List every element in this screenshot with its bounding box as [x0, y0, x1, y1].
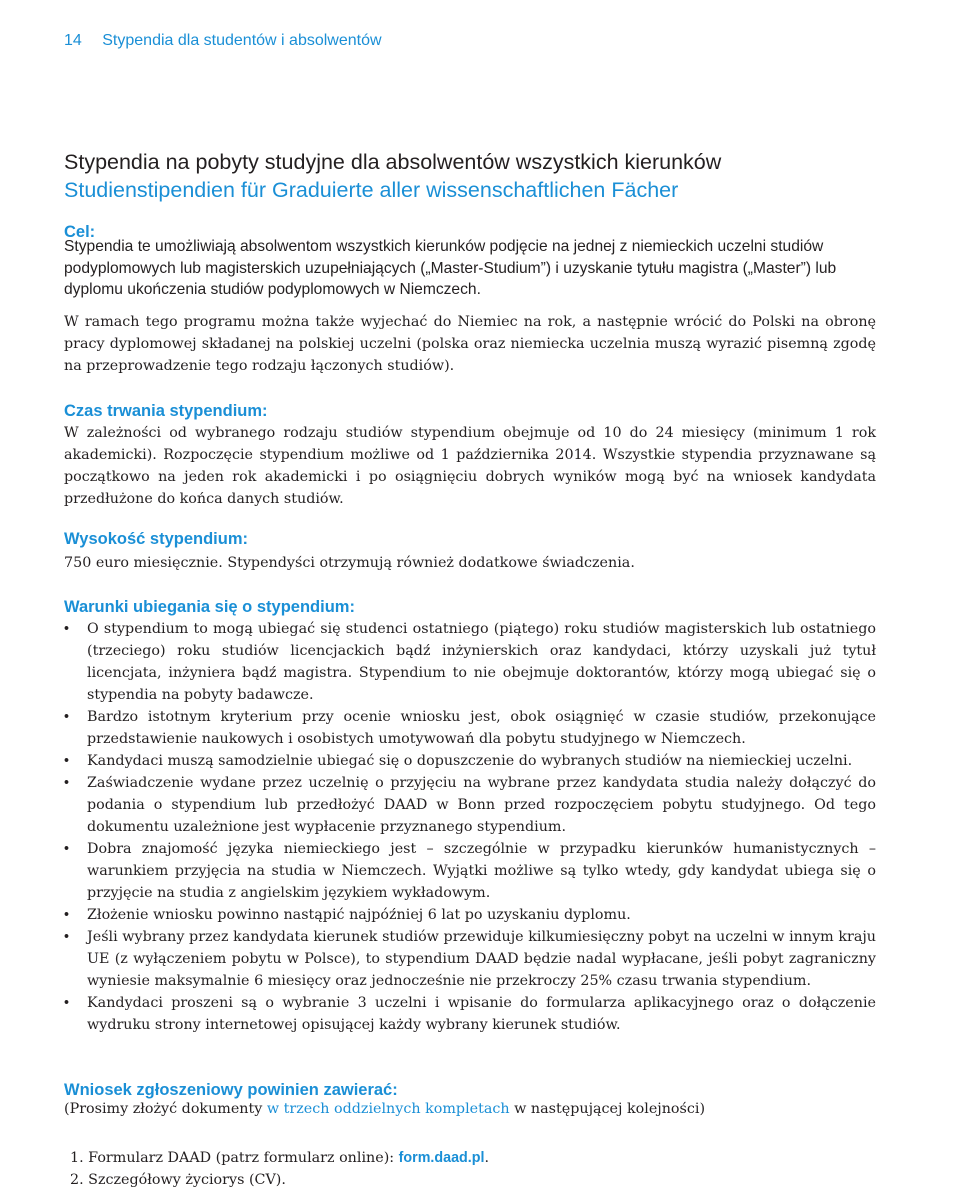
- title-block: [64, 148, 721, 204]
- page-title-polish: Stypendia na pobyty studyjne dla absolwentów wszystkich kierunków: [64, 150, 722, 174]
- conditions-heading: Warunki ubiegania się o stypendium:: [64, 598, 355, 616]
- application-heading: Wniosek zgłoszeniowy powinien zawierać:: [64, 1081, 398, 1099]
- list-item: • Dobra znajomość języka niemieckiego jest – szczególnie w przypadku kierunków humanistycznych – warunkiem przyjęcia na studia w Niemczech. Wyjątki możliwe są tylko wtedy, gdy kandydat ubiega się o przyjęcie na studia z angielskim językiem wykładowym.: [64, 838, 876, 904]
- page-header: [64, 32, 382, 50]
- list-item: • Jeśli wybrany przez kandydata kierunek studiów przewiduje kilkumiesięczny pobyt na uczelni w innym kraju UE (z wyłączeniem pobytu w Polsce), to stypendium DAAD będzie nadal wypłacane, jeśli pobyt zagraniczny wyniesie maksymalnie 6 miesięcy oraz jednocześnie nie przekroczy 25% czasu trwania stypendium.: [64, 926, 876, 992]
- list-item: • Złożenie wniosku powinno nastąpić najpóźniej 6 lat po uzyskaniu dyplomu.: [64, 904, 876, 926]
- document-item-text: 1. Formularz DAAD (patrz formularz online):: [70, 1150, 399, 1166]
- conditions-list: [64, 618, 876, 1036]
- amount-text: 750 euro miesięcznie. Stypendyści otrzymują również dodatkowe świadczenia.: [64, 555, 635, 571]
- list-item: • Zaświadczenie wydane przez uczelnię o przyjęciu na wybrane przez kandydata studia należy dołączyć do podania o stypendium lub przedłożyć DAAD w Bonn przed rozpoczęciem pobytu studyjnego. Od tego dokumentu uzależnione jest wypłacenie przyznanego stypendium.: [64, 772, 876, 838]
- form-link[interactable]: form.daad.pl: [398, 1150, 485, 1166]
- page-title-german: Studienstipendien für Graduierte aller wissenschaftlichen Fächer: [64, 178, 679, 202]
- documents-list: [70, 1147, 489, 1191]
- list-item: • O stypendium to mogą ubiegać się studenci ostatniego (piątego) roku studiów magisterskich lub ostatniego (trzeciego) roku studiów licencjackich bądź inżynierskich oraz kandydaci, którzy uzyskali już tytuł licencjata, inżyniera bądź magistra. Stypendium to nie obejmuje doktorantów, którzy mogą ubiegać się o stypendia na pobyty badawcze.: [64, 618, 876, 706]
- goal-paragraph-1: Stypendia te umożliwiają absolwentom wszystkich kierunków podjęcie na jednej z niemieckich uczelni studiów podyplomowych lub magisterskich uzupełniających („Master-Studium”) i uzyskanie tytułu magistra („Master”) lub dyplomu ukończenia studiów podyplomowych w Niemczech.: [64, 238, 837, 299]
- section-title: Stypendia dla studentów i absolwentów: [102, 32, 382, 49]
- duration-text: W zależności od wybranego rodzaju studiów stypendium obejmuje od 10 do 24 miesięcy (minimum 1 rok akademicki). Rozpoczęcie stypendium możliwe od 1 października 2014. Wszystkie stypendia przyznawane są początkowo na jeden rok akademicki i po osiągnięciu dobrych wyników mogą być na wniosek kandydata przedłużone do końca danych studiów.: [64, 425, 876, 507]
- goal-paragraph-2: W ramach tego programu można także wyjechać do Niemiec na rok, a następnie wrócić do Polski na obronę pracy dyplomowej składanej na polskiej uczelni (polska oraz niemiecka uczelnia muszą wyrazić pisemną zgodę na przeprowadzenie tego rodzaju łączonych studiów).: [64, 314, 876, 374]
- intro-text-end: w następującej kolejności): [509, 1101, 706, 1117]
- duration-heading: Czas trwania stypendium:: [64, 402, 268, 420]
- list-item: • Kandydaci proszeni są o wybranie 3 uczelni i wpisanie do formularza aplikacyjnego oraz o dołączenie wydruku strony internetowej opisującej każdy wybrany kierunek studiów.: [64, 992, 876, 1036]
- document-item-end: .: [484, 1150, 489, 1166]
- list-item: • Kandydaci muszą samodzielnie ubiegać się o dopuszczenie do wybranych studiów na niemieckiej uczelni.: [64, 750, 876, 772]
- list-item: 2. Szczegółowy życiorys (CV).: [70, 1172, 286, 1188]
- list-item: [70, 1147, 489, 1169]
- page-number: 14: [64, 32, 82, 49]
- amount-heading: Wysokość stypendium:: [64, 530, 248, 548]
- goal-heading: Cel:: [64, 223, 96, 241]
- list-item: • Bardzo istotnym kryterium przy ocenie wniosku jest, obok osiągnięć w czasie studiów, przekonujące przedstawienie naukowych i osobistych umotywowań dla pobytu studyjnego w Niemczech.: [64, 706, 876, 750]
- application-intro: [64, 1101, 705, 1117]
- intro-highlight: w trzech oddzielnych kompletach: [266, 1101, 510, 1117]
- intro-text: (Prosimy złożyć dokumenty: [64, 1101, 267, 1117]
